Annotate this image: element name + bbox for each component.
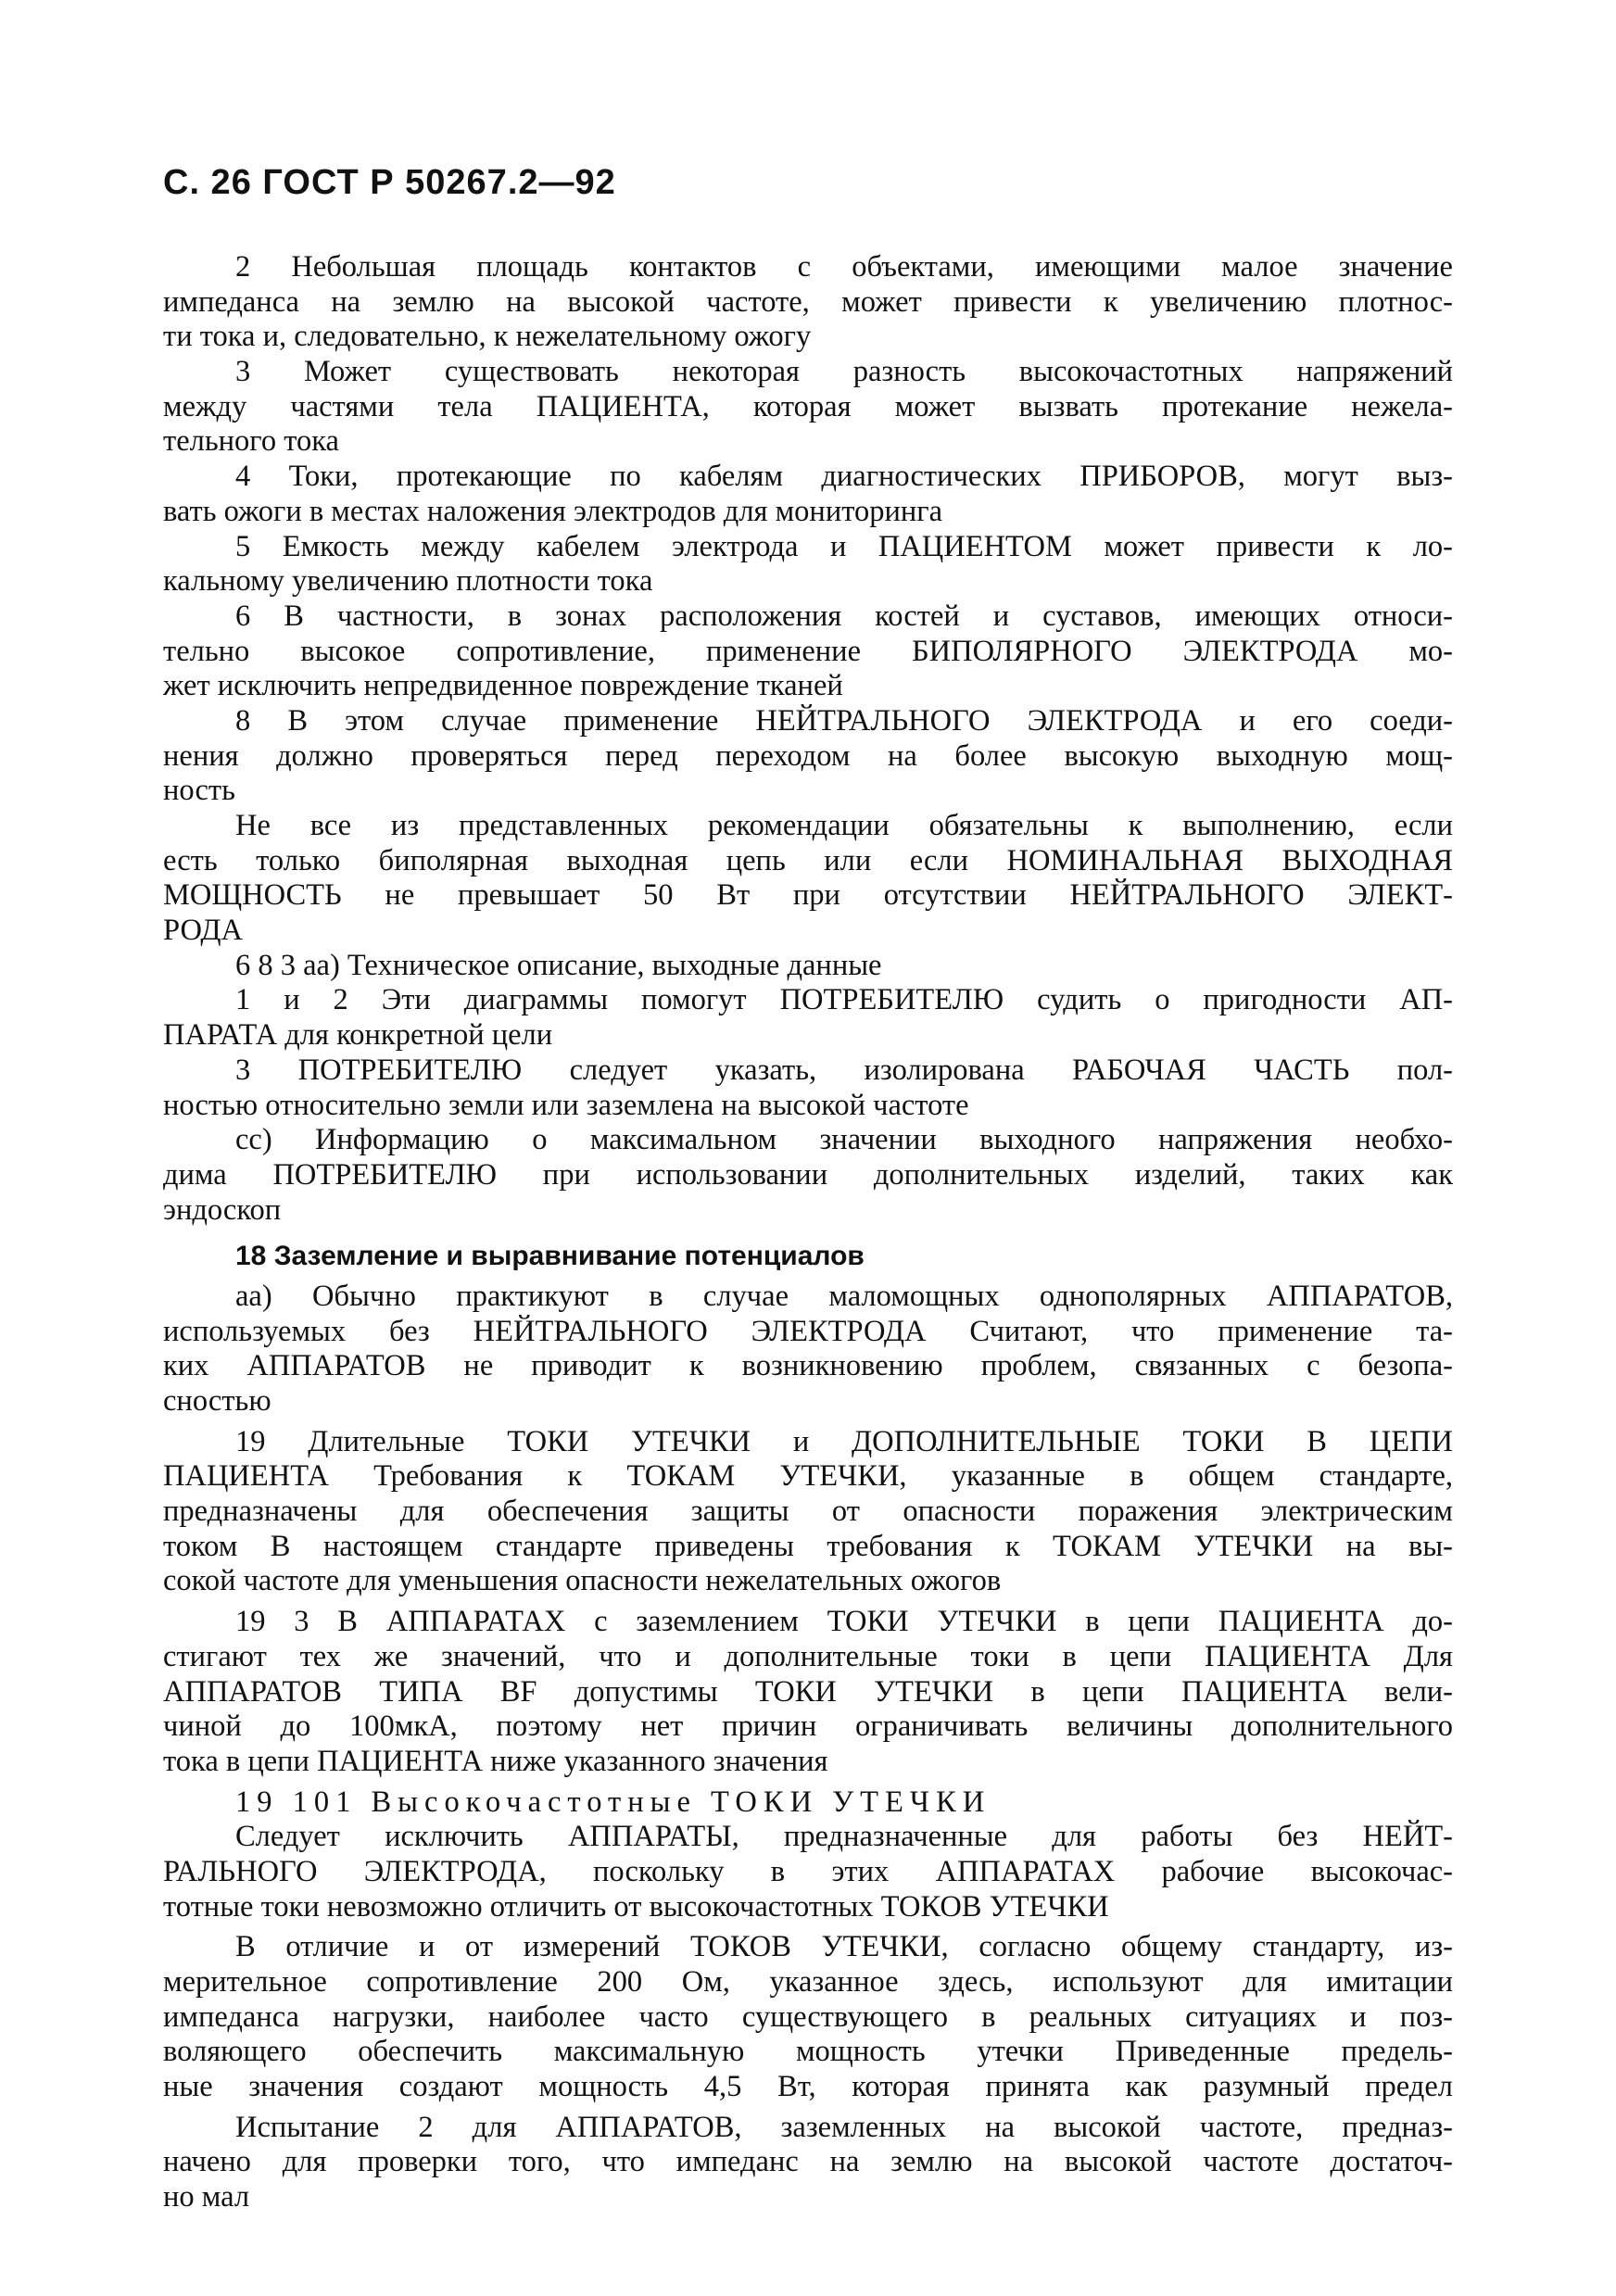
- text-line: 1 и 2 Эти диаграммы помогут ПОТРЕБИТЕЛЮ судить о пригодности АП-: [235, 983, 1453, 1017]
- text-line: дима ПОТРЕБИТЕЛЮ при использовании дополнительных изделий, таких как: [163, 1157, 1453, 1192]
- text-line: тельного тока: [163, 424, 339, 459]
- text-line: РОДА: [163, 914, 243, 948]
- text-line: ти тока и, следовательно, к нежелательному ожогу: [163, 320, 812, 354]
- text-line: 6 В частности, в зонах расположения костей и суставов, имеющих относи-: [235, 599, 1453, 633]
- text-line: 19 3 В АППАРАТАХ с заземлением ТОКИ УТЕЧКИ в цепи ПАЦИЕНТА до-: [235, 1605, 1453, 1639]
- text-line: 5 Емкость между кабелем электрода и ПАЦИЕНТОМ может привести к ло-: [235, 529, 1453, 563]
- text-line: 19 101 Высокочастотные ТОКИ УТЕЧКИ: [235, 1785, 991, 1819]
- paragraph-gap: [163, 1228, 1453, 1239]
- text-line: используемых без НЕЙТРАЛЬНОГО ЭЛЕКТРОДА Считают, что применение та-: [163, 1314, 1453, 1348]
- text-line: РАЛЬНОГО ЭЛЕКТРОДА, поскольку в этих АППАРАТАХ рабочие высокочас-: [163, 1854, 1453, 1888]
- text-line: 3 Может существовать некоторая разность высокочастотных напряжений: [235, 355, 1453, 389]
- text-line: МОЩНОСТЬ не превышает 50 Вт при отсутствии НЕЙТРАЛЬНОГО ЭЛЕКТ-: [163, 878, 1453, 913]
- document-body: [163, 250, 1453, 2215]
- text-line: АППАРАТОВ ТИПА BF допустимы ТОКИ УТЕЧКИ в цепи ПАЦИЕНТА вели-: [163, 1674, 1453, 1709]
- text-line: мерительное сопротивление 200 Ом, указанное здесь, используют для имитации: [163, 1965, 1453, 1999]
- text-line: сс) Информацию о максимальном значении выходного напряжения необхо-: [235, 1123, 1453, 1157]
- text-line: сокой частоте для уменьшения опасности нежелательных ожогов: [163, 1564, 1002, 1598]
- text-line: нения должно проверяться перед переходом на более высокую выходную мощ-: [163, 738, 1453, 773]
- text-line: ные значения создают мощность 4,5 Вт, которая принята как разумный предел: [163, 2070, 1453, 2104]
- text-line: воляющего обеспечить максимальную мощность утечки Приведенные предель-: [163, 2035, 1453, 2069]
- text-line: ПАЦИЕНТА Требования к ТОКАМ УТЕЧКИ, указанные в общем стандарте,: [163, 1459, 1453, 1494]
- text-line: тельно высокое сопротивление, применение БИПОЛЯРНОГО ЭЛЕКТРОДА мо-: [163, 634, 1453, 668]
- text-line: 8 В этом случае применение НЕЙТРАЛЬНОГО ЭЛЕКТРОДА и его соеди-: [235, 703, 1453, 738]
- text-line: между частями тела ПАЦИЕНТА, которая может вызвать протекание нежела-: [163, 389, 1453, 423]
- text-line: Не все из представленных рекомендации обязательны к выполнению, если: [235, 809, 1453, 842]
- text-line: вать ожоги в местах наложения электродов для мониторинга: [163, 494, 943, 528]
- text-line: аа) Обычно практикуют в случае маломощных однополярных АППАРАТОВ,: [235, 1279, 1453, 1313]
- text-line: Испытание 2 для АППАРАТОВ, заземленных на высокой частоте, предназ-: [235, 2110, 1453, 2144]
- text-line: 4 Токи, протекающие по кабелям диагностических ПРИБОРОВ, могут выз-: [235, 460, 1453, 494]
- text-line: импеданса нагрузки, наиболее часто существующего в реальных ситуациях и поз-: [163, 2000, 1453, 2034]
- text-line: 6 8 3 аа) Техническое описание, выходные данные: [235, 948, 882, 982]
- text-line: В отличие и от измерений ТОКОВ УТЕЧКИ, согласно общему стандарту, из-: [235, 1930, 1453, 1964]
- text-line: начено для проверки того, что импеданс на землю на высокой частоте достаточ-: [163, 2145, 1453, 2179]
- text-line: стигают тех же значений, что и дополнительные токи в цепи ПАЦИЕНТА Для: [163, 1639, 1453, 1673]
- text-line: жет исключить непредвиденное повреждение тканей: [163, 669, 843, 703]
- text-line: Следует исключить АППАРАТЫ, предназначенные для работы без НЕЙТ-: [235, 1820, 1453, 1854]
- text-line: 2 Небольшая площадь контактов с объектами, имеющими малое значение: [235, 250, 1453, 284]
- text-line: тотные токи невозможно отличить от высокочастотных ТОКОВ УТЕЧКИ: [163, 1889, 1109, 1924]
- text-line: кальному увеличению плотности тока: [163, 564, 653, 599]
- text-line: ПАРАТА для конкретной цели: [163, 1018, 553, 1053]
- text-line: 19 Длительные ТОКИ УТЕЧКИ и ДОПОЛНИТЕЛЬНЫЕ ТОКИ В ЦЕПИ: [235, 1424, 1453, 1458]
- text-line: ность: [163, 774, 235, 808]
- text-line: импеданса на землю на высокой частоте, может привести к увеличению плотнос-: [163, 284, 1453, 319]
- text-line: чиной до 100мкА, поэтому нет причин ограничивать величины дополнительного: [163, 1709, 1453, 1744]
- text-line: тока в цепи ПАЦИЕНТА ниже указанного значения: [163, 1744, 828, 1778]
- text-line: сностью: [163, 1384, 271, 1418]
- text-line: есть только биполярная выходная цепь или если НОМИНАЛЬНАЯ ВЫХОДНАЯ: [163, 843, 1453, 877]
- page-header: С. 26 ГОСТ Р 50267.2—92: [163, 163, 616, 202]
- text-line: эндоскоп: [163, 1192, 282, 1227]
- text-line: предназначены для обеспечения защиты от опасности поражения электрическим: [163, 1495, 1453, 1529]
- text-line: 3 ПОТРЕБИТЕЛЮ следует указать, изолирована РАБОЧАЯ ЧАСТЬ пол-: [235, 1053, 1453, 1087]
- text-line: током В настоящем стандарте приведены требования к ТОКАМ УТЕЧКИ на вы-: [163, 1529, 1453, 1563]
- text-line: ностью относительно земли или заземлена на высокой частоте: [163, 1088, 969, 1122]
- text-line: ких АППАРАТОВ не приводит к возникновению проблем, связанных с безопа-: [163, 1349, 1453, 1383]
- section-heading: 18 Заземление и выравнивание потенциалов: [235, 1241, 865, 1272]
- text-line: но мал: [163, 2180, 250, 2214]
